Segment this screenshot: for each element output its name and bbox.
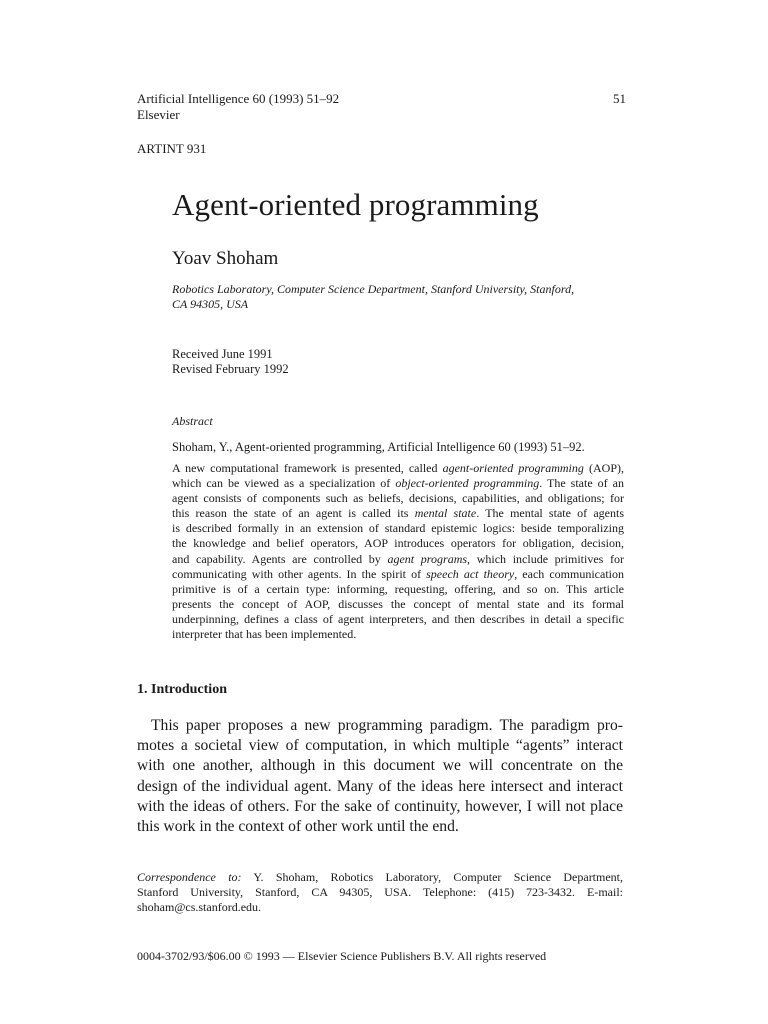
article-title: Agent-oriented programming — [172, 187, 539, 222]
abstract-line — [172, 491, 624, 506]
copyright-notice: 0004-3702/93/$06.00 © 1993 — Elsevier Science Publishers B.V. All rights reserved — [137, 949, 547, 963]
abstract-line-text: which can be viewed as a specialization of — [172, 476, 396, 491]
section-heading: 1. Introduction — [137, 682, 227, 697]
abstract-line — [172, 506, 624, 521]
introduction-line: motes a societal view of computation, in which multiple “agents” interact — [137, 737, 623, 755]
footnote-text: Y. Shoham, Robotics Laboratory, Computer Science Department, — [241, 870, 624, 884]
correspondence-footnote — [137, 870, 623, 915]
abstract-line — [172, 567, 624, 582]
abstract-line — [172, 612, 624, 627]
introduction-line: with one another, although in this document we will concentrate on the — [137, 757, 623, 775]
footnote-label: Correspondence to: — [137, 870, 242, 884]
abstract-line — [172, 627, 624, 642]
abstract-line-text: is described formally in an extension of standard epistemic logics: beside temporalizing — [172, 521, 624, 536]
abstract-emphasis: agent programs — [387, 551, 468, 566]
abstract-emphasis: agent-oriented programming — [442, 461, 584, 475]
abstract-line-text: agent consists of components such as beliefs, decisions, capabilities, and obligations; for — [172, 491, 624, 506]
abstract-line — [172, 597, 624, 612]
footnote-email: shoham@cs.stanford.edu. — [137, 900, 262, 914]
introduction-paragraph — [137, 716, 623, 837]
journal-citation: Artificial Intelligence 60 (1993) 51–92 — [137, 91, 340, 106]
affiliation-line: CA 94305, USA — [172, 297, 249, 311]
introduction-line: this work in the context of other work until the end. — [137, 818, 459, 836]
footnote-text: Stanford University, Stanford, CA 94305, USA. Telephone: (415) 723-3432. E-mail: — [137, 885, 623, 899]
page-number: 51 — [613, 91, 626, 106]
abstract-line-text: , each communication — [514, 566, 624, 581]
abstract-emphasis: speech act theory — [426, 566, 515, 581]
abstract-heading: Abstract — [172, 414, 213, 428]
abstract-line-text: . The mental state of agents — [476, 506, 624, 521]
abstract-line — [172, 521, 624, 536]
abstract-line-text: interpreter that has been implemented. — [172, 627, 357, 642]
abstract-line — [172, 536, 624, 551]
abstract-line-text: this reason the state of an agent is called its — [172, 506, 415, 521]
abstract-line-text: and capability. Agents are controlled by — [172, 551, 388, 566]
abstract-citation: Shoham, Y., Agent-oriented programming, Artificial Intelligence 60 (1993) 51–92. — [172, 440, 585, 454]
abstract-line-text: , which include primitives for — [467, 551, 625, 566]
introduction-line: with the ideas of others. For the sake of continuity, however, I will not place — [137, 797, 623, 815]
abstract-line — [172, 582, 624, 597]
publisher-name: Elsevier — [137, 107, 180, 122]
article-code: ARTINT 931 — [137, 141, 207, 156]
abstract-line — [172, 552, 624, 567]
abstract-line — [172, 461, 624, 476]
abstract-line-text: A new computational framework is presented, called — [172, 461, 443, 475]
abstract-emphasis: object-oriented programming — [395, 476, 540, 491]
abstract-line-text: primitive is of a certain type: informing, requesting, offering, and so on. This article — [172, 581, 624, 596]
author-name: Yoav Shoham — [172, 248, 279, 269]
abstract-line — [172, 476, 624, 491]
revised-date: Revised February 1992 — [172, 362, 289, 376]
abstract-line-text: communicating with other agents. In the spirit of — [172, 566, 427, 581]
abstract-line-text: the knowledge and belief operators, AOP introduces operators for obligation, decision, — [172, 536, 624, 551]
abstract-line-text: . The state of an — [539, 476, 625, 491]
received-date: Received June 1991 — [172, 347, 273, 361]
author-affiliation — [172, 282, 612, 312]
abstract-emphasis: mental state — [414, 506, 477, 521]
introduction-line: This paper proposes a new programming paradigm. The paradigm pro- — [151, 717, 623, 734]
journal-header — [137, 91, 339, 123]
abstract-line-text: presents the concept of AOP, discusses the concept of mental state and its formal — [172, 596, 624, 611]
abstract-line-text: underpinning, defines a class of agent interpreters, and then describes in detail a specific — [172, 611, 624, 626]
abstract-line-text: (AOP), — [583, 461, 624, 475]
affiliation-line: Robotics Laboratory, Computer Science Department, Stanford University, Stanford, — [172, 282, 575, 296]
abstract-text — [172, 461, 624, 642]
introduction-line: design of the individual agent. Many of the ideas here intersect and interact — [137, 777, 623, 795]
submission-dates — [172, 347, 289, 377]
